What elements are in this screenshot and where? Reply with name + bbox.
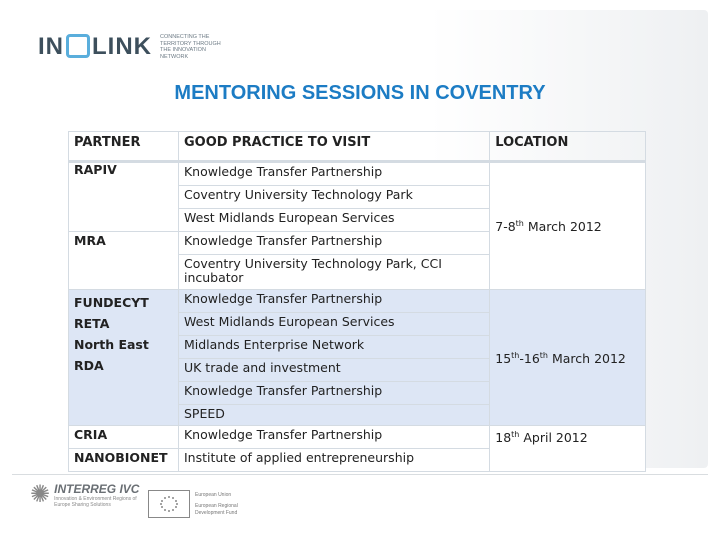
location-sup: th xyxy=(511,350,520,360)
header-practice: GOOD PRACTICE TO VISIT xyxy=(178,132,489,162)
interreg-wordmark: INTERREG IVC xyxy=(54,481,140,496)
practice-cell: Knowledge Transfer Partnership xyxy=(178,232,489,255)
table-header-row xyxy=(69,132,646,162)
partner-cell: RAPIV xyxy=(69,162,179,232)
logo-o-icon xyxy=(66,34,90,58)
header-location: LOCATION xyxy=(490,132,646,162)
table-row xyxy=(69,426,646,449)
partner-name: North East RDA xyxy=(74,337,149,373)
practice-cell: Knowledge Transfer Partnership xyxy=(178,290,489,313)
logo-in: IN xyxy=(38,33,64,60)
location-sup: th xyxy=(539,350,549,360)
partner-cell xyxy=(69,290,179,426)
location-text: March 2012 xyxy=(523,219,602,235)
logo-tagline: CONNECTING THE TERRITORY THROUGH THE INNOVATION NETWORK xyxy=(160,34,221,60)
partner-cell: CRIA xyxy=(69,426,179,449)
location-sup: th xyxy=(515,219,524,229)
location-text: March 2012 xyxy=(548,351,626,367)
practice-cell: Coventry University Technology Park, CCI incubator xyxy=(178,255,489,290)
partner-cell: NANOBIONET xyxy=(69,449,179,472)
table-row xyxy=(69,162,646,186)
location-text: 18 xyxy=(495,430,512,446)
logo-wordmark xyxy=(38,33,152,61)
page-title: MENTORING SESSIONS IN COVENTRY xyxy=(174,82,546,104)
partner-cell: MRA xyxy=(69,232,179,290)
location-text: 15 xyxy=(495,351,512,367)
table-row xyxy=(69,290,646,313)
header-partner: PARTNER xyxy=(69,132,179,162)
location-cell xyxy=(490,426,646,472)
mentoring-table xyxy=(68,131,646,472)
practice-cell: UK trade and investment xyxy=(178,359,489,382)
starburst-icon: ✺ xyxy=(30,481,51,508)
practice-cell: Knowledge Transfer Partnership xyxy=(178,162,489,186)
location-cell xyxy=(490,290,646,426)
practice-cell: West Midlands European Services xyxy=(178,313,489,336)
location-cell xyxy=(490,162,646,290)
location-text: -16 xyxy=(519,351,540,367)
location-sup: th xyxy=(511,430,520,439)
eu-label: European Union xyxy=(195,492,232,498)
practice-cell: Knowledge Transfer Partnership xyxy=(178,382,489,405)
partner-name: FUNDECYT xyxy=(74,295,149,310)
footer-divider xyxy=(12,474,708,475)
practice-cell: Midlands Enterprise Network xyxy=(178,336,489,359)
practice-cell: SPEED xyxy=(178,405,489,426)
location-text: April 2012 xyxy=(519,430,588,446)
location-text: 7-8 xyxy=(495,219,516,235)
interreg-subtitle: Innovation & Environment Regions of Europe Sharing Solutions xyxy=(54,495,137,508)
eu-fund-label: European Regional Development Fund xyxy=(195,503,238,516)
interreg-logo xyxy=(30,480,144,509)
eu-stars-icon xyxy=(151,493,187,515)
inolink-logo xyxy=(38,28,230,66)
practice-cell: Institute of applied entrepreneurship xyxy=(178,449,489,472)
eu-caption xyxy=(195,492,255,517)
practice-cell: Coventry University Technology Park xyxy=(178,186,489,209)
eu-flag-icon xyxy=(148,490,190,518)
logo-link: LINK xyxy=(92,33,152,60)
partner-name: RETA xyxy=(74,316,110,331)
practice-cell: Knowledge Transfer Partnership xyxy=(178,426,489,449)
practice-cell: West Midlands European Services xyxy=(178,209,489,232)
